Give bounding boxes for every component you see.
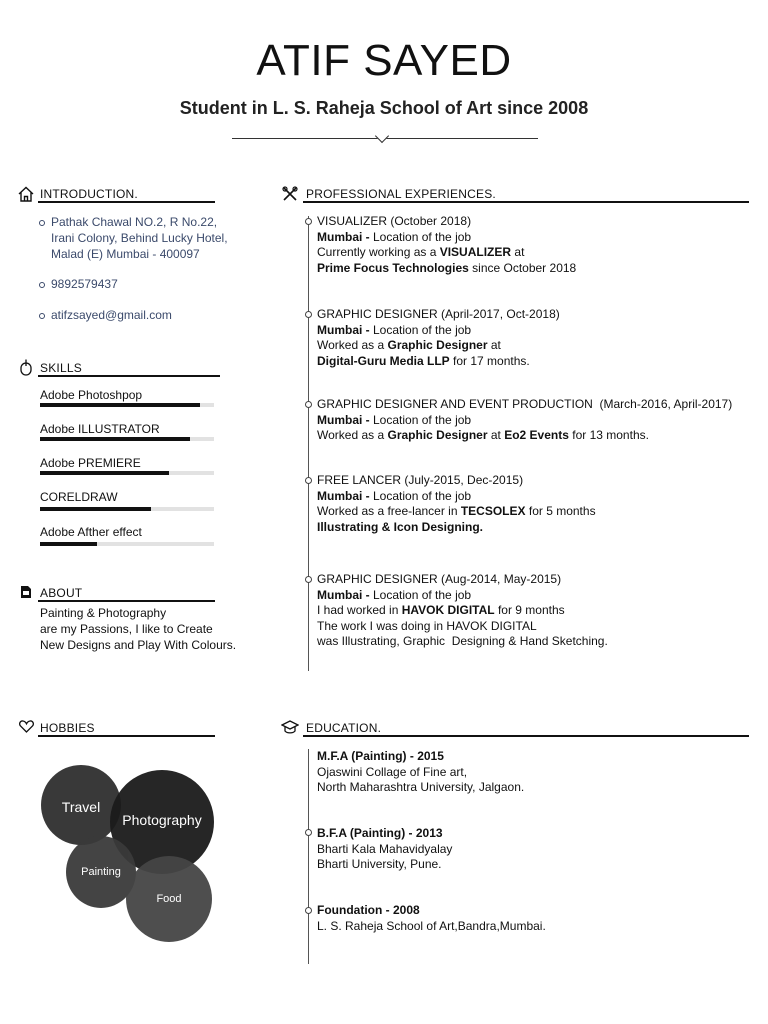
experience-timeline [308,216,309,671]
experience-heading: PROFESSIONAL EXPERIENCES. [306,187,496,201]
timeline-dot [305,829,312,836]
education-entry: Foundation - 2008 L. S. Raheja School of Art,Bandra,Mumbai. [317,903,546,933]
heart-icon [19,720,34,733]
home-icon [18,186,34,202]
timeline-dot [305,218,312,225]
timeline-dot [305,576,312,583]
contact-phone: 9892579437 [51,277,118,291]
skill-bar-track [40,542,214,546]
hobby-travel: Travel [41,765,121,845]
skill-label: Adobe PREMIERE [40,456,141,470]
note-icon [20,585,32,599]
education-timeline [308,749,309,964]
education-rule [303,735,749,737]
hobbies-heading: HOBBIES [40,721,95,735]
timeline-dot [305,311,312,318]
hobbies-rule [38,735,215,737]
skill-bar-fill [40,507,151,511]
education-heading: EDUCATION. [306,721,382,735]
experience-rule [303,201,749,203]
bullet-icon [39,313,45,319]
skill-bar-fill [40,542,97,546]
education-entry: B.F.A (Painting) - 2013 Bharti Kala Mahavidyalay Bharti University, Pune. [317,826,453,871]
timeline-dot [305,477,312,484]
graduation-cap-icon [281,720,299,735]
experience-entry: FREE LANCER (July-2015, Dec-2015) Mumbai - Location of the job Worked as a free-lancer in TECSOLEX for 5 months Illustrating & Icon Designing. [317,473,596,534]
skill-bar-fill [40,471,169,475]
divider-chevron-icon [375,129,389,143]
skill-bar-fill [40,437,190,441]
skills-heading: SKILLS [40,361,82,375]
hobby-food: Food [126,856,212,942]
resume-name: ATIF SAYED [256,36,512,85]
experience-entry: GRAPHIC DESIGNER (April-2017, Oct-2018) Mumbai - Location of the job Worked as a Graphic Designer at Digital-Guru Media LLP for 17 months. [317,307,560,368]
hobby-painting: Painting [66,836,136,908]
about-rule [38,600,215,602]
about-text: Painting & Photography are my Passions, I like to Create New Designs and Play With Colours. [40,606,237,652]
experience-entry: GRAPHIC DESIGNER AND EVENT PRODUCTION (March-2016, April-2017) Mumbai - Location of the job Worked as a Graphic Designer at Eo2 Events for 13 months. [317,397,733,442]
experience-entry: GRAPHIC DESIGNER (Aug-2014, May-2015) Mumbai - Location of the job I had worked in HAVOK DIGITAL for 9 months The work I was doing in HAVOK DIGITAL was Illustrating, Graphic Designing & Hand Sketching. [317,572,608,648]
skill-bar-track [40,437,214,441]
tools-icon [282,186,298,202]
skill-label: Adobe Photoshpop [40,388,143,402]
education-entry: M.F.A (Painting) - 2015 Ojaswini Collage of Fine art, North Maharashtra University, Jalgaon. [317,749,525,794]
skill-bar-track [40,403,214,407]
skill-label: Adobe ILLUSTRATOR [40,422,160,436]
timeline-dot [305,907,312,914]
experience-entry: VISUALIZER (October 2018) Mumbai - Location of the job Currently working as a VISUALIZER at Prime Focus Technologies since October 2018 [317,214,577,275]
introduction-rule [38,201,215,203]
bullet-icon [39,220,45,226]
bullet-icon [39,282,45,288]
skill-label: CORELDRAW [40,490,118,504]
contact-email: atifzsayed@gmail.com [51,308,172,322]
skill-bar-fill [40,403,200,407]
skill-bar-track [40,471,214,475]
skills-rule [38,375,220,377]
mouse-icon [20,359,32,376]
contact-address: Pathak Chawal NO.2, R No.22, Irani Colony, Behind Lucky Hotel, Malad (E) Mumbai - 400097 [51,215,228,261]
introduction-heading: INTRODUCTION. [40,187,138,201]
skill-bar-track [40,507,214,511]
timeline-dot [305,401,312,408]
about-heading: ABOUT [40,586,83,600]
skill-label: Adobe Afther effect [40,525,142,539]
resume-subtitle: Student in L. S. Raheja School of Art since 2008 [179,98,589,118]
hobby-photography: Photography [110,770,214,874]
